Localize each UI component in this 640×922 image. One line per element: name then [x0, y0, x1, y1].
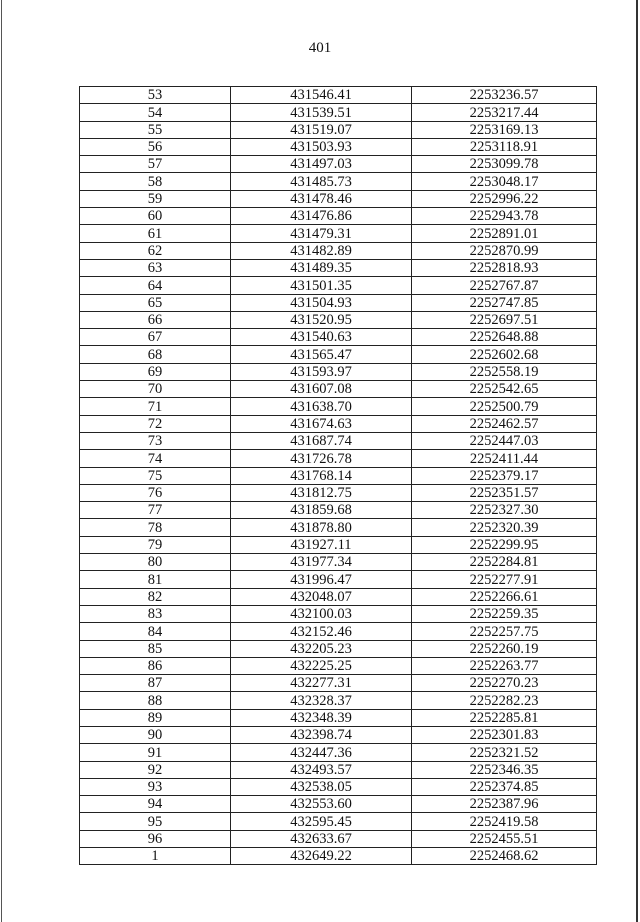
- y-coordinate-cell: 2252747.85: [412, 294, 597, 311]
- table-row: [80, 225, 597, 242]
- y-coordinate-cell: 2252327.30: [412, 502, 597, 519]
- y-coordinate-cell: 2252260.19: [412, 640, 597, 657]
- y-coordinate-cell: 2252419.58: [412, 813, 597, 830]
- x-coordinate-cell: 431812.75: [231, 484, 412, 501]
- y-coordinate-cell: 2252374.85: [412, 778, 597, 795]
- x-coordinate-cell: 431540.63: [231, 329, 412, 346]
- y-coordinate-cell: 2252943.78: [412, 208, 597, 225]
- x-coordinate-cell: 431878.80: [231, 519, 412, 536]
- y-coordinate-cell: 2252602.68: [412, 346, 597, 363]
- y-coordinate-cell: 2252270.23: [412, 675, 597, 692]
- y-coordinate-cell: 2252284.81: [412, 554, 597, 571]
- y-coordinate-cell: 2252266.61: [412, 588, 597, 605]
- point-number-cell: 82: [80, 588, 231, 605]
- table-row: [80, 190, 597, 207]
- table-row: [80, 432, 597, 449]
- x-coordinate-cell: 431977.34: [231, 554, 412, 571]
- y-coordinate-cell: 2252870.99: [412, 242, 597, 259]
- point-number-cell: 57: [80, 156, 231, 173]
- y-coordinate-cell: 2252321.52: [412, 744, 597, 761]
- table-row: [80, 294, 597, 311]
- table-row: [80, 502, 597, 519]
- y-coordinate-cell: 2252263.77: [412, 657, 597, 674]
- point-number-cell: 76: [80, 484, 231, 501]
- page-number: 401: [308, 40, 332, 56]
- x-coordinate-cell: 432493.57: [231, 761, 412, 778]
- point-number-cell: 89: [80, 709, 231, 726]
- x-coordinate-cell: 432225.25: [231, 657, 412, 674]
- x-coordinate-cell: 431485.73: [231, 173, 412, 190]
- y-coordinate-cell: 2252542.65: [412, 381, 597, 398]
- y-coordinate-cell: 2252996.22: [412, 190, 597, 207]
- x-coordinate-cell: 432633.67: [231, 830, 412, 847]
- y-coordinate-cell: 2253048.17: [412, 173, 597, 190]
- point-number-cell: 83: [80, 605, 231, 622]
- table-row: [80, 242, 597, 259]
- x-coordinate-cell: 431927.11: [231, 536, 412, 553]
- y-coordinate-cell: 2252468.62: [412, 848, 597, 865]
- point-number-cell: 73: [80, 432, 231, 449]
- x-coordinate-cell: 431476.86: [231, 208, 412, 225]
- table-row: [80, 605, 597, 622]
- table-row: [80, 519, 597, 536]
- y-coordinate-cell: 2252818.93: [412, 259, 597, 276]
- table-row: [80, 726, 597, 743]
- y-coordinate-cell: 2252697.51: [412, 311, 597, 328]
- table-row: [80, 571, 597, 588]
- page-edge-right: [636, 0, 638, 922]
- x-coordinate-cell: 431504.93: [231, 294, 412, 311]
- y-coordinate-cell: 2252282.23: [412, 692, 597, 709]
- x-coordinate-cell: 431520.95: [231, 311, 412, 328]
- point-number-cell: 79: [80, 536, 231, 553]
- point-number-cell: 54: [80, 104, 231, 121]
- x-coordinate-cell: 432595.45: [231, 813, 412, 830]
- table-row: [80, 138, 597, 155]
- y-coordinate-cell: 2252387.96: [412, 796, 597, 813]
- y-coordinate-cell: 2252301.83: [412, 726, 597, 743]
- x-coordinate-cell: 432649.22: [231, 848, 412, 865]
- y-coordinate-cell: 2252299.95: [412, 536, 597, 553]
- point-number-cell: 66: [80, 311, 231, 328]
- x-coordinate-cell: 431482.89: [231, 242, 412, 259]
- point-number-cell: 63: [80, 259, 231, 276]
- point-number-cell: 65: [80, 294, 231, 311]
- table-row: [80, 381, 597, 398]
- point-number-cell: 74: [80, 450, 231, 467]
- table-row: [80, 156, 597, 173]
- point-number-cell: 56: [80, 138, 231, 155]
- table-row: [80, 87, 597, 104]
- x-coordinate-cell: 431768.14: [231, 467, 412, 484]
- table-row: [80, 813, 597, 830]
- table-row: [80, 346, 597, 363]
- x-coordinate-cell: 432538.05: [231, 778, 412, 795]
- point-number-cell: 67: [80, 329, 231, 346]
- point-number-cell: 94: [80, 796, 231, 813]
- table-row: [80, 848, 597, 865]
- point-number-cell: 93: [80, 778, 231, 795]
- x-coordinate-cell: 432328.37: [231, 692, 412, 709]
- table-row: [80, 259, 597, 276]
- point-number-cell: 55: [80, 121, 231, 138]
- y-coordinate-cell: 2252320.39: [412, 519, 597, 536]
- table-row: [80, 121, 597, 138]
- y-coordinate-cell: 2252891.01: [412, 225, 597, 242]
- y-coordinate-cell: 2252351.57: [412, 484, 597, 501]
- x-coordinate-cell: 432398.74: [231, 726, 412, 743]
- x-coordinate-cell: 432277.31: [231, 675, 412, 692]
- x-coordinate-cell: 431996.47: [231, 571, 412, 588]
- table-row: [80, 640, 597, 657]
- x-coordinate-cell: 431859.68: [231, 502, 412, 519]
- table-row: [80, 415, 597, 432]
- x-coordinate-cell: 432348.39: [231, 709, 412, 726]
- y-coordinate-cell: 2252447.03: [412, 432, 597, 449]
- table-row: [80, 623, 597, 640]
- point-number-cell: 88: [80, 692, 231, 709]
- point-number-cell: 80: [80, 554, 231, 571]
- y-coordinate-cell: 2252455.51: [412, 830, 597, 847]
- table-row: [80, 467, 597, 484]
- table-row: [80, 796, 597, 813]
- x-coordinate-cell: 432205.23: [231, 640, 412, 657]
- x-coordinate-cell: 431565.47: [231, 346, 412, 363]
- y-coordinate-cell: 2252648.88: [412, 329, 597, 346]
- x-coordinate-cell: 431501.35: [231, 277, 412, 294]
- y-coordinate-cell: 2253236.57: [412, 87, 597, 104]
- coordinates-table: [79, 86, 597, 865]
- table-row: [80, 208, 597, 225]
- x-coordinate-cell: 431687.74: [231, 432, 412, 449]
- y-coordinate-cell: 2253118.91: [412, 138, 597, 155]
- point-number-cell: 81: [80, 571, 231, 588]
- point-number-cell: 87: [80, 675, 231, 692]
- point-number-cell: 60: [80, 208, 231, 225]
- table-row: [80, 450, 597, 467]
- point-number-cell: 59: [80, 190, 231, 207]
- point-number-cell: 90: [80, 726, 231, 743]
- point-number-cell: 70: [80, 381, 231, 398]
- point-number-cell: 69: [80, 363, 231, 380]
- x-coordinate-cell: 431503.93: [231, 138, 412, 155]
- y-coordinate-cell: 2252411.44: [412, 450, 597, 467]
- table-row: [80, 761, 597, 778]
- table-row: [80, 311, 597, 328]
- point-number-cell: 78: [80, 519, 231, 536]
- y-coordinate-cell: 2252259.35: [412, 605, 597, 622]
- table-row: [80, 277, 597, 294]
- x-coordinate-cell: 431638.70: [231, 398, 412, 415]
- point-number-cell: 68: [80, 346, 231, 363]
- y-coordinate-cell: 2252285.81: [412, 709, 597, 726]
- x-coordinate-cell: 431674.63: [231, 415, 412, 432]
- point-number-cell: 92: [80, 761, 231, 778]
- table-row: [80, 657, 597, 674]
- table-row: [80, 173, 597, 190]
- point-number-cell: 75: [80, 467, 231, 484]
- table-row: [80, 329, 597, 346]
- point-number-cell: 62: [80, 242, 231, 259]
- table-row: [80, 830, 597, 847]
- table-row: [80, 675, 597, 692]
- table-row: [80, 536, 597, 553]
- x-coordinate-cell: 432553.60: [231, 796, 412, 813]
- point-number-cell: 96: [80, 830, 231, 847]
- point-number-cell: 77: [80, 502, 231, 519]
- x-coordinate-cell: 432447.36: [231, 744, 412, 761]
- y-coordinate-cell: 2253217.44: [412, 104, 597, 121]
- y-coordinate-cell: 2252257.75: [412, 623, 597, 640]
- y-coordinate-cell: 2252767.87: [412, 277, 597, 294]
- page-edge-left: [1, 0, 2, 922]
- x-coordinate-cell: 431497.03: [231, 156, 412, 173]
- point-number-cell: 84: [80, 623, 231, 640]
- point-number-cell: 53: [80, 87, 231, 104]
- y-coordinate-cell: 2252500.79: [412, 398, 597, 415]
- y-coordinate-cell: 2252379.17: [412, 467, 597, 484]
- table-row: [80, 363, 597, 380]
- table-row: [80, 692, 597, 709]
- y-coordinate-cell: 2252558.19: [412, 363, 597, 380]
- y-coordinate-cell: 2252346.35: [412, 761, 597, 778]
- table-row: [80, 778, 597, 795]
- y-coordinate-cell: 2252462.57: [412, 415, 597, 432]
- x-coordinate-cell: 431519.07: [231, 121, 412, 138]
- x-coordinate-cell: 431607.08: [231, 381, 412, 398]
- y-coordinate-cell: 2253169.13: [412, 121, 597, 138]
- x-coordinate-cell: 432152.46: [231, 623, 412, 640]
- point-number-cell: 85: [80, 640, 231, 657]
- point-number-cell: 71: [80, 398, 231, 415]
- table-row: [80, 484, 597, 501]
- x-coordinate-cell: 431489.35: [231, 259, 412, 276]
- table-row: [80, 709, 597, 726]
- x-coordinate-cell: 432100.03: [231, 605, 412, 622]
- point-number-cell: 58: [80, 173, 231, 190]
- table-row: [80, 744, 597, 761]
- point-number-cell: 86: [80, 657, 231, 674]
- x-coordinate-cell: 431593.97: [231, 363, 412, 380]
- x-coordinate-cell: 431478.46: [231, 190, 412, 207]
- table-row: [80, 554, 597, 571]
- point-number-cell: 64: [80, 277, 231, 294]
- point-number-cell: 61: [80, 225, 231, 242]
- point-number-cell: 72: [80, 415, 231, 432]
- x-coordinate-cell: 432048.07: [231, 588, 412, 605]
- point-number-cell: 91: [80, 744, 231, 761]
- table-row: [80, 398, 597, 415]
- x-coordinate-cell: 431539.51: [231, 104, 412, 121]
- table-row: [80, 104, 597, 121]
- point-number-cell: 1: [80, 848, 231, 865]
- y-coordinate-cell: 2252277.91: [412, 571, 597, 588]
- y-coordinate-cell: 2253099.78: [412, 156, 597, 173]
- coordinates-table-body: [80, 87, 597, 865]
- x-coordinate-cell: 431546.41: [231, 87, 412, 104]
- x-coordinate-cell: 431726.78: [231, 450, 412, 467]
- table-row: [80, 588, 597, 605]
- x-coordinate-cell: 431479.31: [231, 225, 412, 242]
- point-number-cell: 95: [80, 813, 231, 830]
